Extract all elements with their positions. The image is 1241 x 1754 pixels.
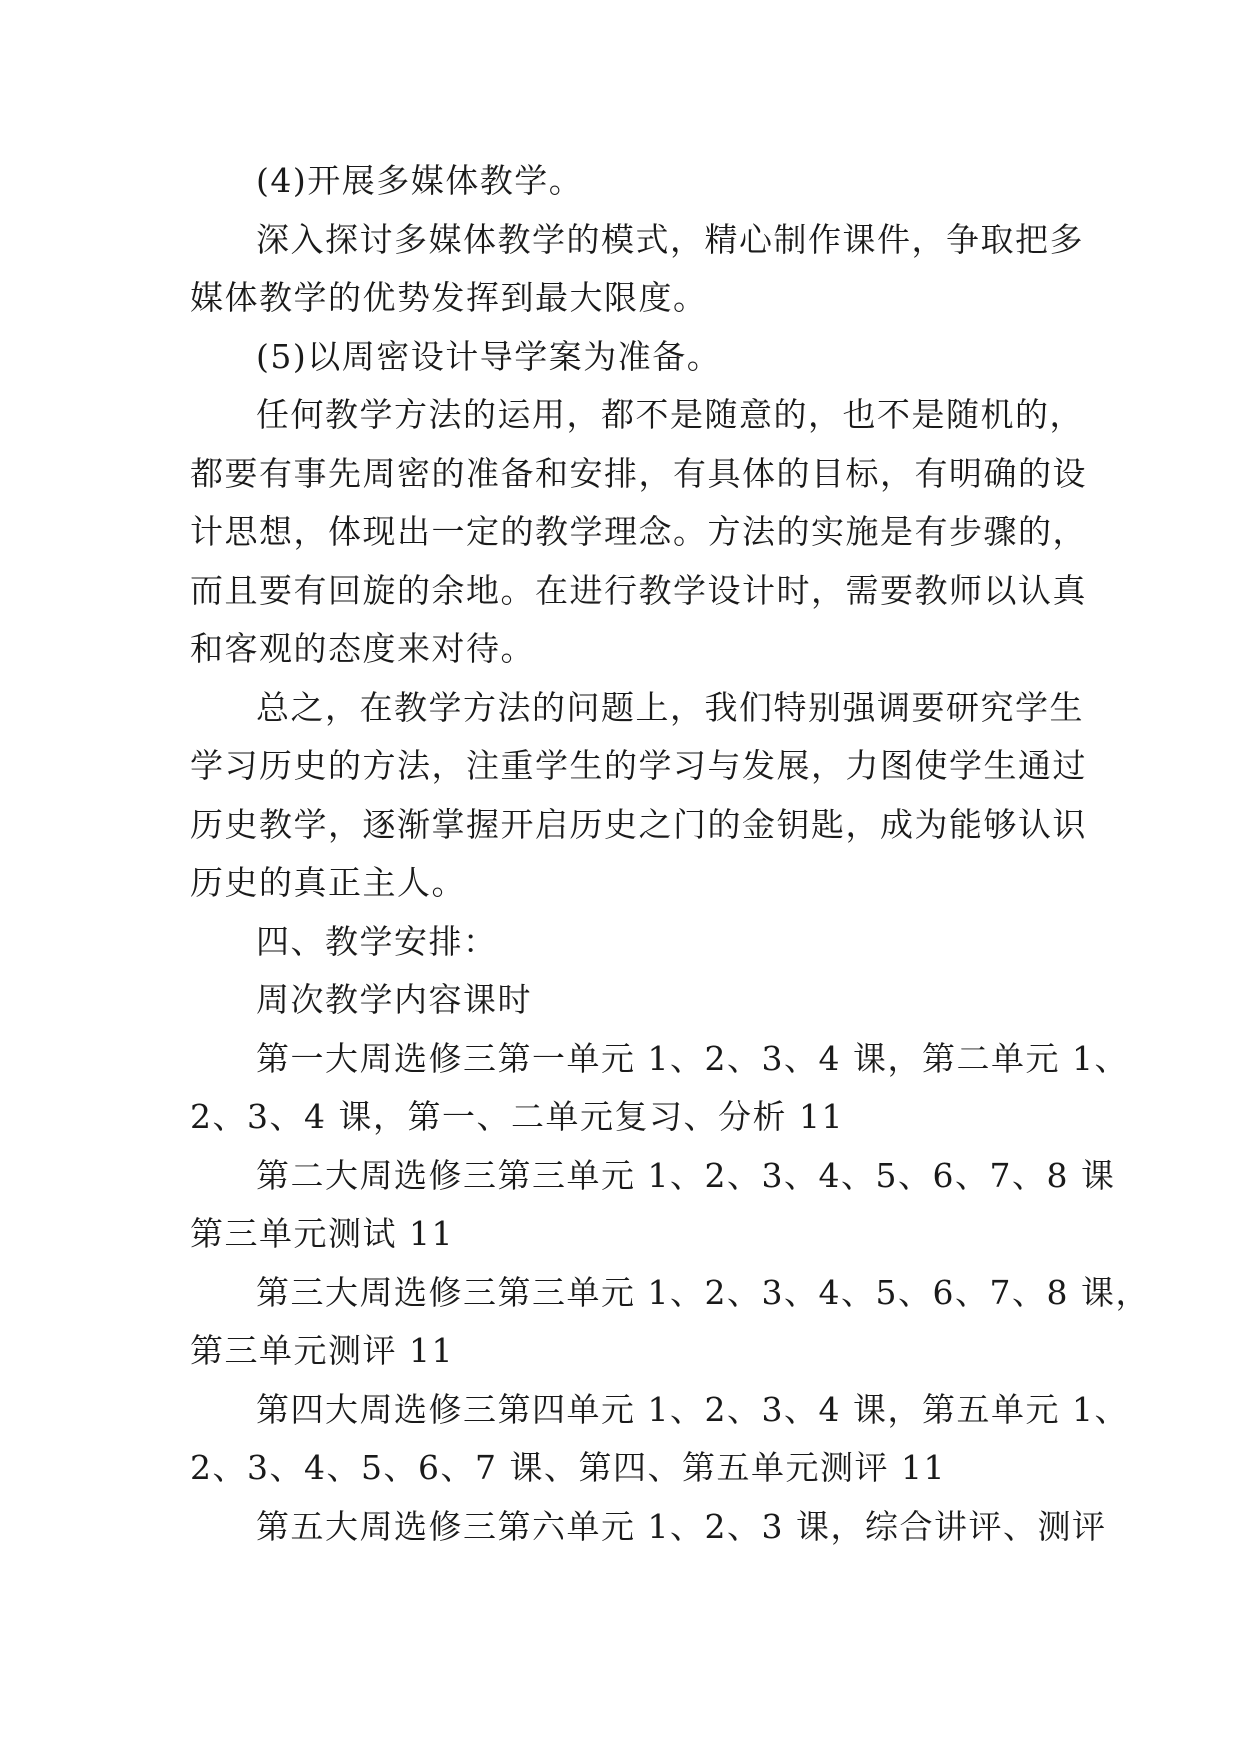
paragraph — [190, 1498, 1107, 1557]
text-line: 第四大周选修三第四单元 1、2、3、4 课，第五单元 1、 — [256, 1389, 1129, 1429]
paragraph — [190, 1264, 1150, 1381]
paragraph — [190, 679, 1087, 913]
text-line: 2、3、4 课，第一、二单元复习、分析 11 — [190, 1097, 844, 1136]
paragraph — [190, 913, 1070, 972]
text-line: 历史的真正主人。 — [190, 863, 466, 902]
paragraph — [190, 152, 1070, 211]
text-line: 第一大周选修三第一单元 1、2、3、4 课，第二单元 1、 — [256, 1038, 1129, 1078]
text-line: 总之，在教学方法的问题上，我们特别强调要研究学生 — [256, 687, 1084, 727]
text-line: 第三单元测评 11 — [190, 1331, 454, 1370]
text-line: 计思想，体现出一定的教学理念。方法的实施是有步骤的， — [190, 512, 1087, 551]
document-body — [190, 152, 1150, 1556]
text-line: 深入探讨多媒体教学的模式，精心制作课件，争取把多 — [256, 219, 1084, 259]
text-line: 都要有事先周密的准备和安排，有具体的目标，有明确的设 — [190, 453, 1087, 493]
text-line: 和客观的态度来对待。 — [190, 629, 535, 668]
text-line: 第三单元测试 11 — [190, 1214, 454, 1253]
text-line: 四、教学安排： — [256, 921, 498, 961]
text-line: 任何教学方法的运用，都不是随意的，也不是随机的， — [256, 395, 1084, 434]
text-line: 而且要有回旋的余地。在进行教学设计时，需要教师以认真 — [190, 570, 1087, 610]
text-line: (4)开展多媒体教学。 — [256, 161, 584, 200]
paragraph — [190, 1147, 1116, 1264]
text-line: 第二大周选修三第三单元 1、2、3、4、5、6、7、8 课 — [256, 1155, 1116, 1195]
text-line: 周次教学内容课时 — [256, 980, 532, 1019]
text-line: 第三大周选修三第三单元 1、2、3、4、5、6、7、8 课， — [256, 1272, 1150, 1312]
text-line: 历史教学，逐渐掌握开启历史之门的金钥匙，成为能够认识 — [190, 804, 1087, 844]
paragraph — [190, 1030, 1129, 1147]
paragraph — [190, 386, 1087, 679]
text-line: 2、3、4、5、6、7 课、第四、第五单元测评 11 — [190, 1448, 946, 1487]
text-line: 媒体教学的优势发挥到最大限度。 — [190, 278, 708, 317]
paragraph — [190, 211, 1084, 328]
text-line: 第五大周选修三第六单元 1、2、3 课，综合讲评、测评 — [256, 1506, 1107, 1546]
paragraph — [190, 1381, 1129, 1498]
text-line: 学习历史的方法，注重学生的学习与发展，力图使学生通过 — [190, 746, 1087, 785]
text-line: (5)以周密设计导学案为准备。 — [256, 336, 722, 376]
paragraph — [190, 328, 1070, 387]
paragraph — [190, 971, 1070, 1030]
